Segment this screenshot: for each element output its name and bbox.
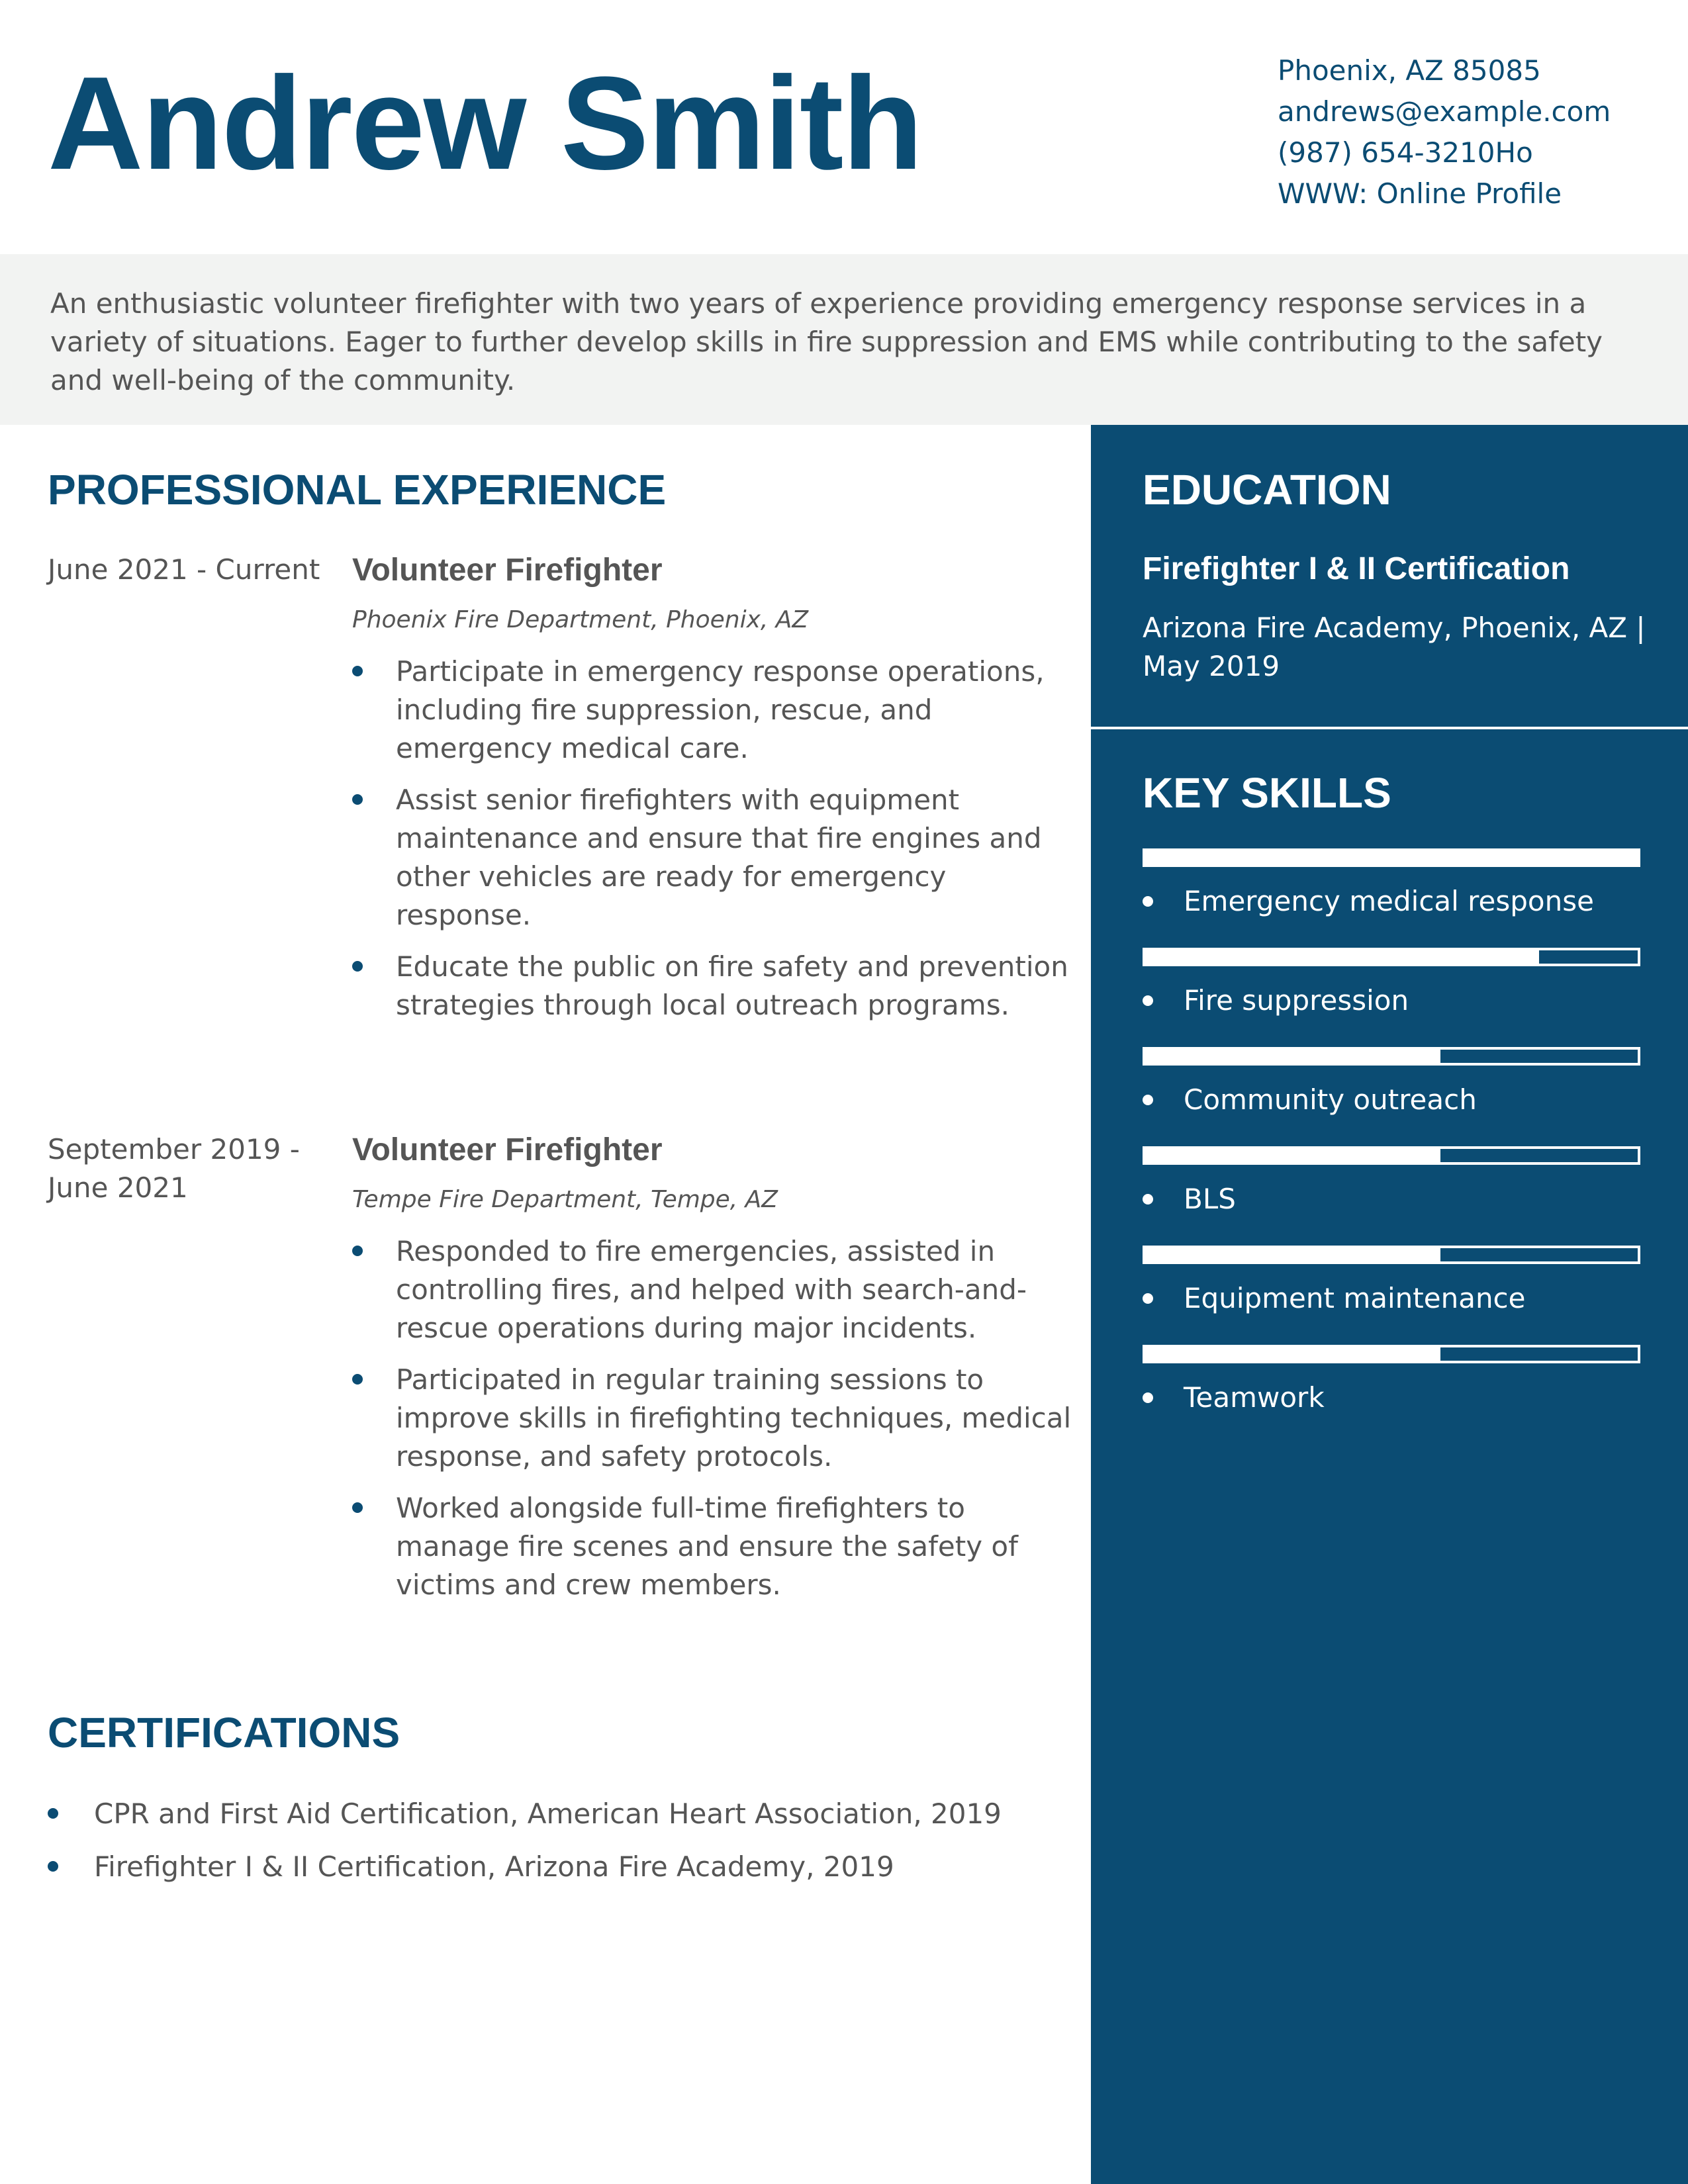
list-item bbox=[352, 948, 1080, 1024]
skill-label: Community outreach bbox=[1184, 1083, 1477, 1116]
contact-phone: (987) 654-3210Ho bbox=[1278, 136, 1533, 169]
skills-list bbox=[1143, 848, 1640, 1444]
bullet-icon bbox=[1143, 1095, 1153, 1105]
skill-label: Equipment maintenance bbox=[1184, 1282, 1526, 1314]
bullet-text: Responded to fire emergencies, assisted in controlling fires, and helped with search-and-rescue operations during major incidents. bbox=[396, 1235, 1027, 1344]
bullet-icon bbox=[1143, 995, 1153, 1006]
skill-level-fill bbox=[1145, 1347, 1440, 1361]
job-details bbox=[352, 1130, 1080, 1617]
skill-label: Emergency medical response bbox=[1184, 885, 1594, 917]
skill-name bbox=[1143, 883, 1594, 920]
bullet-icon bbox=[48, 1808, 58, 1819]
certification-text: CPR and First Aid Certification, American Heart Association, 2019 bbox=[94, 1797, 1002, 1830]
skill-level-fill bbox=[1145, 1248, 1440, 1261]
job-dates: June 2021 - Current bbox=[48, 553, 320, 586]
skill-level-bar bbox=[1143, 1345, 1640, 1363]
skill-level-bar bbox=[1143, 848, 1640, 867]
skill-level-fill bbox=[1145, 1149, 1440, 1162]
skill-item bbox=[1143, 1246, 1640, 1345]
certifications-heading: CERTIFICATIONS bbox=[48, 1709, 400, 1756]
skill-level-bar bbox=[1143, 1246, 1640, 1264]
list-item bbox=[352, 1232, 1080, 1347]
job-company: Tempe Fire Department, Tempe, AZ bbox=[352, 1186, 778, 1213]
skill-item bbox=[1143, 948, 1640, 1047]
list-item bbox=[352, 1361, 1080, 1476]
contact-website[interactable]: WWW: Online Profile bbox=[1278, 177, 1562, 210]
job-dates: September 2019 - June 2021 bbox=[48, 1133, 300, 1204]
skill-label: Teamwork bbox=[1184, 1381, 1325, 1414]
education-heading: EDUCATION bbox=[1143, 466, 1391, 514]
skills-heading: KEY SKILLS bbox=[1143, 769, 1391, 817]
bullet-icon bbox=[352, 1246, 363, 1256]
skill-level-bar bbox=[1143, 1146, 1640, 1165]
list-item bbox=[48, 1795, 1054, 1833]
skill-label: Fire suppression bbox=[1184, 984, 1409, 1017]
bullet-icon bbox=[48, 1861, 58, 1872]
contact-block bbox=[1278, 50, 1611, 214]
bullet-icon bbox=[1143, 1293, 1153, 1304]
job-company: Phoenix Fire Department, Phoenix, AZ bbox=[352, 606, 809, 633]
certifications-list bbox=[48, 1795, 1054, 1901]
job-bullets bbox=[352, 1232, 1080, 1604]
bullet-text: Participated in regular training sessions to improve skills in firefighting techniques, medical response, and safety protocols. bbox=[396, 1363, 1072, 1473]
skill-item bbox=[1143, 1345, 1640, 1444]
summary-section bbox=[0, 254, 1688, 425]
skill-name bbox=[1143, 1280, 1526, 1317]
candidate-name: Andrew Smith bbox=[48, 50, 922, 197]
skill-item bbox=[1143, 1047, 1640, 1146]
education-school: Arizona Fire Academy, Phoenix, AZ | May 2019 bbox=[1143, 612, 1646, 682]
bullet-icon bbox=[352, 666, 363, 676]
bullet-text: Assist senior firefighters with equipment maintenance and ensure that fire engines and other vehicles are ready for emergency response. bbox=[396, 784, 1042, 931]
bullet-icon bbox=[1143, 896, 1153, 907]
bullet-text: Educate the public on fire safety and prevention strategies through local outreach programs. bbox=[396, 950, 1068, 1021]
job-bullets bbox=[352, 653, 1080, 1024]
skill-level-fill bbox=[1145, 851, 1638, 864]
bullet-text: Participate in emergency response operations, including fire suppression, rescue, and emergency medical care. bbox=[396, 655, 1045, 764]
resume-header bbox=[0, 0, 1688, 254]
job-title: Volunteer Firefighter bbox=[352, 553, 663, 588]
contact-location: Phoenix, AZ 85085 bbox=[1278, 54, 1541, 87]
bullet-icon bbox=[1143, 1194, 1153, 1205]
bullet-icon bbox=[352, 961, 363, 972]
bullet-icon bbox=[1143, 1392, 1153, 1403]
bullet-icon bbox=[352, 1374, 363, 1385]
skill-name bbox=[1143, 1081, 1477, 1118]
bullet-icon bbox=[352, 794, 363, 805]
education-degree: Firefighter I & II Certification bbox=[1143, 551, 1570, 586]
skill-item bbox=[1143, 1146, 1640, 1246]
contact-email[interactable]: andrews@example.com bbox=[1278, 95, 1611, 128]
experience-heading: PROFESSIONAL EXPERIENCE bbox=[48, 466, 667, 514]
list-item bbox=[352, 1489, 1080, 1604]
skill-name bbox=[1143, 1379, 1325, 1416]
sidebar bbox=[1091, 425, 1688, 2184]
bullet-icon bbox=[352, 1502, 363, 1513]
job-details bbox=[352, 551, 1080, 1038]
list-item bbox=[352, 653, 1080, 768]
list-item bbox=[48, 1848, 1054, 1886]
skill-item bbox=[1143, 848, 1640, 948]
skill-level-fill bbox=[1145, 950, 1539, 964]
skill-name bbox=[1143, 1181, 1236, 1218]
skill-level-bar bbox=[1143, 948, 1640, 966]
summary-text: An enthusiastic volunteer firefighter with two years of experience providing emergency response services in a variety of situations. Eager to further develop skills in fire suppression and EMS while contributing to the safety and well-being of the community. bbox=[50, 287, 1603, 396]
certification-text: Firefighter I & II Certification, Arizona Fire Academy, 2019 bbox=[94, 1850, 894, 1883]
job-title: Volunteer Firefighter bbox=[352, 1132, 663, 1167]
sidebar-divider bbox=[1091, 727, 1688, 729]
skill-label: BLS bbox=[1184, 1183, 1236, 1215]
skill-level-bar bbox=[1143, 1047, 1640, 1066]
bullet-text: Worked alongside full-time firefighters to manage fire scenes and ensure the safety of victims and crew members. bbox=[396, 1492, 1018, 1601]
list-item bbox=[352, 781, 1080, 934]
skill-name bbox=[1143, 982, 1409, 1019]
skill-level-fill bbox=[1145, 1050, 1440, 1063]
